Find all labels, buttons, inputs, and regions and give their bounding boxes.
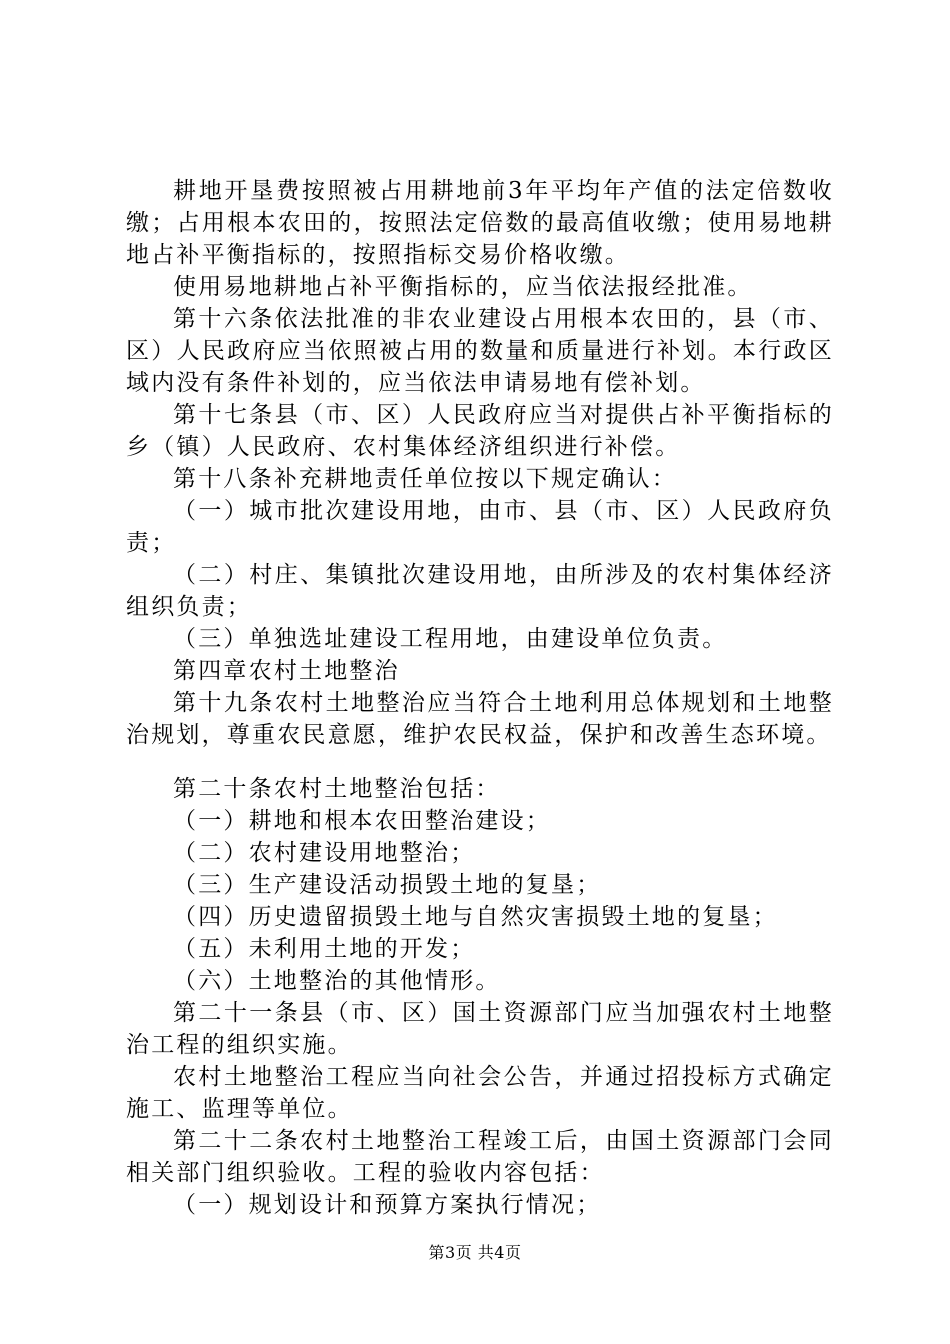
paragraph-21: （一）规划设计和预算方案执行情况； bbox=[173, 1192, 602, 1218]
paragraph-12: （一）耕地和根本农田整治建设； bbox=[173, 808, 551, 834]
page-number-footer: 第3页 共4页 bbox=[428, 1243, 522, 1262]
paragraph-8: （三）单独选址建设工程用地，由建设单位负责。 bbox=[173, 626, 728, 652]
chapter-heading: 第四章农村土地整治 bbox=[173, 658, 400, 684]
paragraph-1: 耕地开垦费按照被占用耕地前3年平均年产值的法定倍数收缴；占用根本农田的，按照法定倍数的最高值收缴；使用易地耕地占补平衡指标的，按照指标交易价格收缴。 bbox=[126, 178, 834, 268]
paragraph-11: 第二十条农村土地整治包括： bbox=[173, 776, 501, 802]
paragraph-19: 农村土地整治工程应当向社会公告，并通过招投标方式确定施工、监理等单位。 bbox=[126, 1064, 834, 1122]
paragraph-10: 第十九条农村土地整治应当符合土地利用总体规划和土地整治规划，尊重农民意愿，维护农民权益，保护和改善生态环境。 bbox=[126, 690, 834, 748]
paragraph-20: 第二十二条农村土地整治工程竣工后，由国土资源部门会同相关部门组织验收。工程的验收内容包括： bbox=[126, 1128, 834, 1186]
paragraph-14: （三）生产建设活动损毁土地的复垦； bbox=[173, 872, 602, 898]
paragraph-17: （六）土地整治的其他情形。 bbox=[173, 968, 501, 994]
document-body bbox=[126, 175, 834, 1221]
paragraph-13: （二）农村建设用地整治； bbox=[173, 840, 476, 866]
paragraph-6: （一）城市批次建设用地，由市、县（市、区）人民政府负责； bbox=[126, 498, 834, 556]
paragraph-18: 第二十一条县（市、区）国土资源部门应当加强农村土地整治工程的组织实施。 bbox=[126, 1000, 834, 1058]
paragraph-2: 使用易地耕地占补平衡指标的，应当依法报经批准。 bbox=[173, 274, 753, 300]
paragraph-7: （二）村庄、集镇批次建设用地，由所涉及的农村集体经济组织负责； bbox=[126, 562, 834, 620]
paragraph-15: （四）历史遗留损毁土地与自然灾害损毁土地的复垦； bbox=[173, 904, 778, 930]
paragraph-4: 第十七条县（市、区）人民政府应当对提供占补平衡指标的乡（镇）人民政府、农村集体经济组织进行补偿。 bbox=[126, 402, 834, 460]
paragraph-3: 第十六条依法批准的非农业建设占用根本农田的，县（市、区）人民政府应当依照被占用的数量和质量进行补划。本行政区域内没有条件补划的，应当依法申请易地有偿补划。 bbox=[126, 306, 834, 396]
paragraph-5: 第十八条补充耕地责任单位按以下规定确认： bbox=[173, 466, 677, 492]
paragraph-16: （五）未利用土地的开发； bbox=[173, 936, 476, 962]
